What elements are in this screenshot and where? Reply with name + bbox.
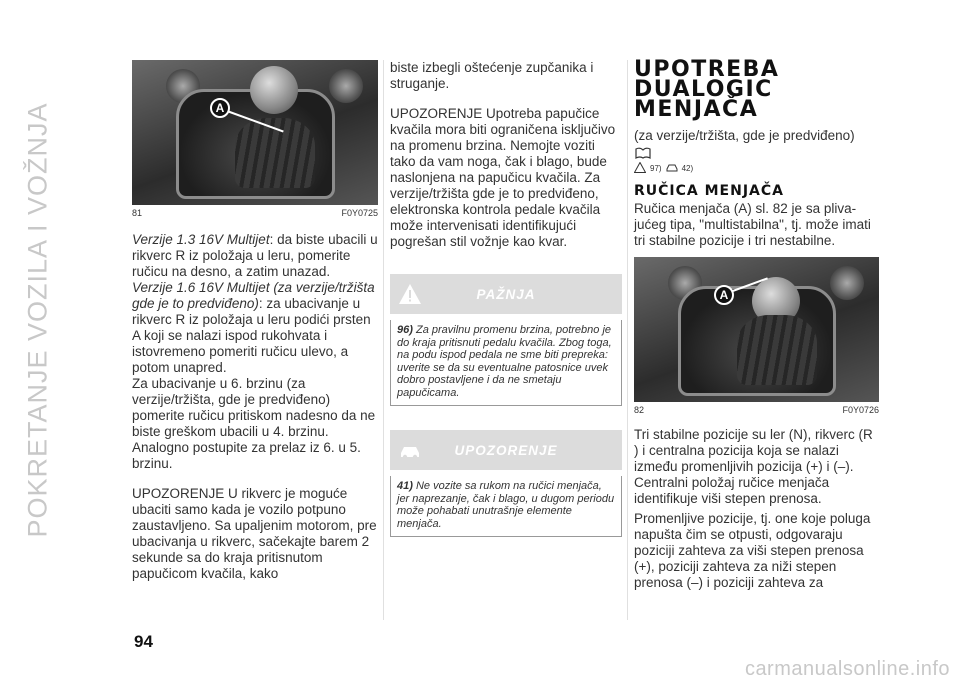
page-number: 94 xyxy=(134,632,153,651)
side-chapter-title: POKRETANJE VOZILA I VOŽNJA xyxy=(22,102,53,538)
paragraph: biste izbegli oštećenje zupčanika i struganje. xyxy=(390,60,594,91)
paragraph: Promenljive pozicije, tj. one koje poluga napušta čim se otpusti, odgovaraju poziciji zahteva za viši stepen prenosa (+), poziciji zahteva za niži stepen prenosa (–) i poziciji zahteva za xyxy=(634,511,871,590)
figure-caption xyxy=(634,405,879,415)
watermark: carmanualsonline.info xyxy=(744,658,950,680)
subsection-title: RUČICA MENJAČA xyxy=(634,183,784,199)
paragraph: Ručica menjača (A) sl. 82 je sa plivajućeg tipa, "multistabilna", tj. može imati tri stabilne pozicije i tri nestabilne. xyxy=(634,201,871,248)
warning-box-caution: 96) Za pravilnu promenu brzina, potrebno je do kraja pritisnuti pedalu kvačila. Zbog toga, na podu ispod pedala ne sme biti prepreka: uverite se da su eventualne patosnice uvek dobro postavljene i da ne smetaju papučicama. xyxy=(390,320,622,406)
callout-a: A xyxy=(210,98,230,118)
climate-dial xyxy=(830,266,864,300)
warning-box-notice: 41) Ne vozite sa rukom na ručici menjača, jer naprezanje, čak i blago, u dugom periodu može pohabati unutrašnje elemente menjača. xyxy=(390,476,622,537)
column-divider xyxy=(627,60,628,620)
gear-lever-photo-81 xyxy=(132,60,378,205)
climate-dial xyxy=(329,69,363,103)
figure-number: 82 xyxy=(634,405,645,415)
gear-knob xyxy=(250,66,298,114)
paragraph: Tri stabilne pozicije su ler (N), rikverc (R ) i centralna pozicija koja se nalazi između promenljivih pozicija (+) i (–). Centralni položaj ručice menjača identifikuje viši stepen prenosa. xyxy=(634,427,873,506)
warning-references xyxy=(634,162,879,173)
car-warning-icon xyxy=(666,162,678,173)
warning-triangle-icon xyxy=(398,283,422,305)
column-3 xyxy=(634,57,879,591)
paragraph: UPOZORENJE U rikverc je moguće ubaciti samo kada je vozilo potpuno zaustavljeno. Sa upaljenim motorom, pre ubacivanja u rikverc, sačekajte barem 2 sekunde sa do kraja pritisnutom papučicom kvačila, kako xyxy=(132,486,377,581)
subtitle: (za verzije/tržišta, gde je predviđeno) xyxy=(634,128,855,143)
column-1 xyxy=(132,60,378,582)
figure-caption xyxy=(132,208,378,218)
reference-42: 42) xyxy=(681,164,694,173)
reference-97: 97) xyxy=(650,164,662,173)
figure-number: 81 xyxy=(132,208,143,218)
figure-code: F0Y0726 xyxy=(842,405,879,415)
reference-icons xyxy=(634,146,879,160)
paragraph: Verzije 1.6 16V Multijet (za verzije/tržišta gde je to predviđeno): za ubacivanje u rikverc R iz položaja u leru podići prsten A koji se nalazi ispod rukohvata i istovremeno pomeriti ručicu ulevo, a potom unapred. xyxy=(132,280,375,375)
manual-book-icon xyxy=(634,146,652,160)
paragraph: Za ubacivanje u 6. brzinu (za verzije/tržišta, gde je predviđeno) pomerite ručicu pritiskom nadesno da ne biste greškom ubacili u 4. brzinu. Analogno postupite za prelaz iz 6. u 5. brzinu. xyxy=(132,376,376,471)
paragraph: Verzije 1.3 16V Multijet: da biste ubacili u rikverc R iz položaja u leru, pomerite ručicu na desno, a zatim unazad. xyxy=(132,232,378,279)
warning-triangle-icon xyxy=(634,162,646,173)
gear-lever-photo-82 xyxy=(634,257,879,402)
column-divider xyxy=(383,60,384,620)
paragraph: UPOZORENJE Upotreba papučice kvačila mora biti ograničena isključivo na promenu brzina. Nemojte voziti tako da vam noga, čak i blago, bude naslonjena na papučicu kvačila. Za verzije/tržišta gde je to predviđeno, elektronska kontrola pedale kvačila može intervenisati identifikujući pogrešan stil vožnje kao kvar. xyxy=(390,106,616,249)
callout-a: A xyxy=(714,285,734,305)
car-warning-icon xyxy=(398,439,422,461)
gear-boot xyxy=(737,315,817,385)
warning-header-caution: PAŽNJA xyxy=(390,274,622,314)
figure-code: F0Y0725 xyxy=(341,208,378,218)
column-2 xyxy=(390,60,622,537)
section-title: UPOTREBA DUALOGIC MENJAČA xyxy=(634,57,780,122)
warning-header-notice: UPOZORENJE xyxy=(390,430,622,470)
